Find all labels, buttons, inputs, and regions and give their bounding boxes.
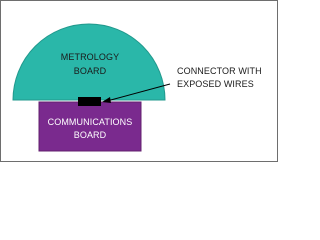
board-diagram xyxy=(1,1,279,163)
communications-board-label-line1: COMMUNICATIONS xyxy=(47,117,133,127)
metrology-board-shape xyxy=(13,24,165,100)
metrology-board-label-line1: METROLOGY xyxy=(60,52,120,62)
communications-board-label-line2: BOARD xyxy=(73,130,107,140)
metrology-board-label-line2: BOARD xyxy=(73,66,107,76)
connector-callout-line1: CONNECTOR WITH xyxy=(177,66,262,76)
connector-callout-line2: EXPOSED WIRES xyxy=(177,79,254,89)
connector-shape xyxy=(78,97,101,106)
